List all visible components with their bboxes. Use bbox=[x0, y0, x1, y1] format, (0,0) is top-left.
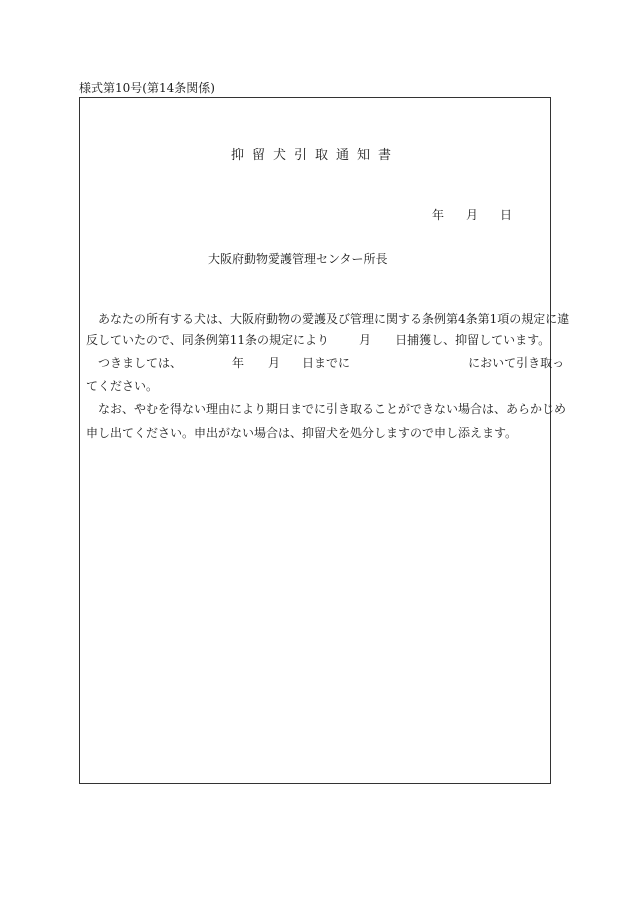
paragraph1-line2-text-b: 日捕獲し、抑留しています。 bbox=[395, 333, 551, 347]
date-line bbox=[432, 206, 512, 223]
paragraph1-line1: あなたの所有する犬は、大阪府動物の愛護及び管理に関する条例第4条第1項の規定に違 bbox=[98, 312, 570, 326]
paragraph1-line2 bbox=[86, 331, 550, 348]
notice-frame bbox=[79, 97, 570, 784]
deadline-month-label: 月 bbox=[268, 356, 281, 370]
capture-month-label: 月 bbox=[359, 333, 372, 347]
paragraph1-line2-text-a: 反していたので、同条例第11条の規定により bbox=[86, 333, 330, 347]
deadline-day-label: 日までに bbox=[302, 356, 351, 370]
paragraph2-line2: てください。 bbox=[86, 379, 159, 393]
paragraph3-line1: なお、やむを得ない理由により期日までに引き取ることができない場合は、あらかじめ bbox=[98, 402, 567, 416]
date-month-label: 月 bbox=[465, 208, 478, 222]
paragraph3-line2: 申し出てください。申出がない場合は、抑留犬を処分しますので申し添えます。 bbox=[86, 426, 518, 440]
addressee: 大阪府動物愛護管理センター所長 bbox=[208, 252, 388, 266]
date-year-label: 年 bbox=[431, 208, 444, 222]
deadline-year-label: 年 bbox=[232, 356, 245, 370]
paragraph2-line1 bbox=[98, 354, 564, 371]
form-number-label: 様式第10号(第14条関係) bbox=[79, 81, 215, 95]
date-day-label: 日 bbox=[499, 208, 512, 222]
paragraph2-line1-text-b: において引き取っ bbox=[468, 356, 565, 370]
paragraph2-line1-text-a: つきましては、 bbox=[98, 356, 183, 370]
document-title: 抑留犬引取通知書 bbox=[230, 148, 399, 163]
